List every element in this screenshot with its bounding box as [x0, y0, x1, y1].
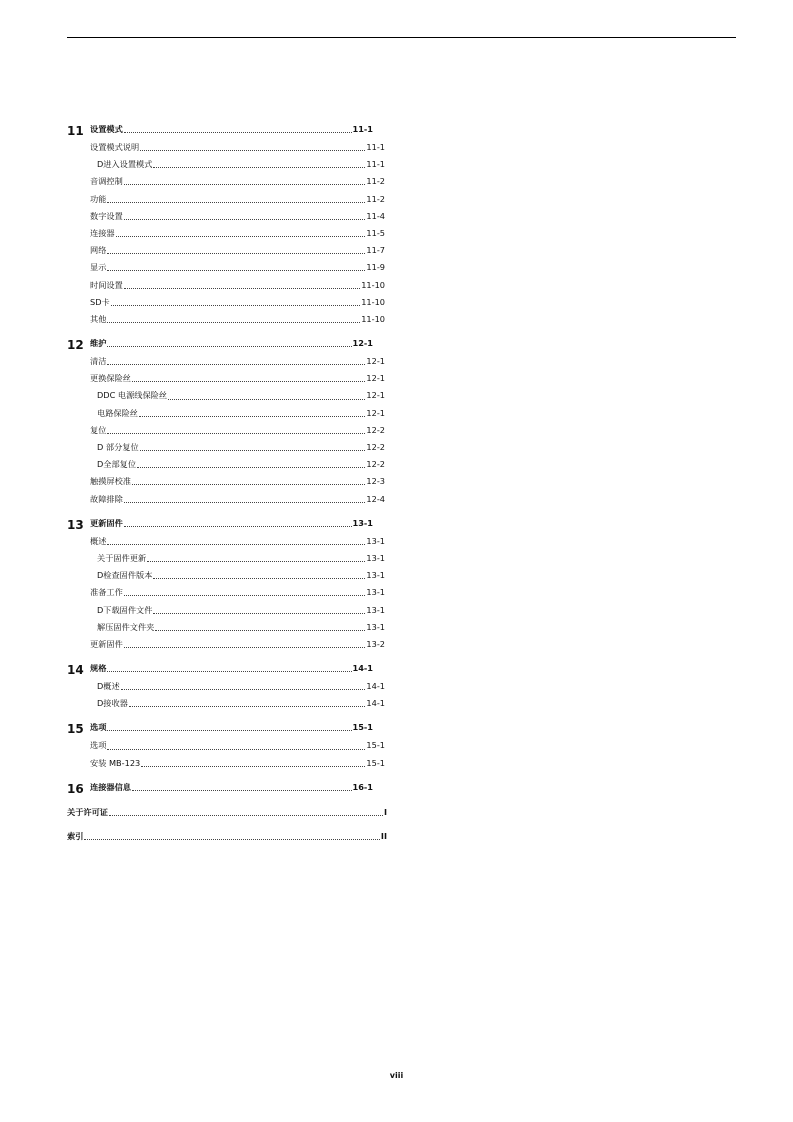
toc-entry[interactable]: [67, 473, 387, 490]
toc-entry-page: 13-1: [366, 604, 385, 615]
toc-entry[interactable]: [67, 491, 387, 508]
toc-entry-page: 14-1: [366, 681, 385, 692]
toc-entry-title: 规格: [90, 663, 107, 674]
toc-entry-title: 更换保险丝: [90, 373, 131, 384]
toc-entry[interactable]: [67, 439, 387, 456]
toc-entry-title: 数字设置: [90, 210, 123, 221]
toc-entry-page: 14-1: [366, 698, 385, 709]
toc-chapter: [67, 718, 387, 771]
toc-entry[interactable]: [67, 619, 387, 636]
dot-leader: [111, 305, 361, 306]
dot-leader: [109, 815, 383, 816]
dot-leader: [107, 730, 351, 731]
dot-leader: [147, 561, 365, 562]
toc-entry-page: 11-10: [361, 313, 385, 324]
toc-entry-title: 时间设置: [90, 279, 123, 290]
dot-leader: [124, 219, 366, 220]
dot-leader: [107, 202, 365, 203]
appendix-gap: [67, 797, 387, 804]
toc-entry-page: 13-1: [366, 535, 385, 546]
toc-entry-page: 13-1: [366, 587, 385, 598]
toc-entry-title: 安装 MB-123: [90, 757, 141, 768]
toc-entry-page: 13-1: [366, 621, 385, 632]
toc-entry[interactable]: [67, 636, 387, 653]
toc-entry[interactable]: [67, 678, 387, 695]
dot-leader: [124, 595, 366, 596]
toc-entry[interactable]: [67, 225, 387, 242]
toc-chapter-heading[interactable]: [67, 514, 387, 533]
toc-entry[interactable]: [67, 584, 387, 601]
toc-entry[interactable]: [67, 370, 387, 387]
toc-entry-title: 连接器信息: [90, 781, 131, 792]
toc-entry-page: 11-1: [352, 124, 373, 134]
dot-leader: [155, 630, 365, 631]
toc-entry-title: 关于固件更新: [97, 552, 147, 563]
toc-entry-page: 11-1: [366, 159, 385, 170]
toc-entry-title: D概述: [97, 681, 120, 692]
toc-entry-page: 12-1: [366, 373, 385, 384]
toc-entry-page: 11-2: [366, 193, 385, 204]
toc-entry[interactable]: [67, 139, 387, 156]
toc-appendix-entry[interactable]: [67, 828, 387, 845]
toc-entry[interactable]: [67, 387, 387, 404]
dot-leader: [116, 236, 366, 237]
toc-entry-page: 12-3: [366, 476, 385, 487]
toc-entry-page: 15-1: [352, 722, 373, 733]
toc-chapter: [67, 514, 387, 653]
toc-entry-title: 音调控制: [90, 176, 123, 187]
toc-entry-title: D下载固件文件: [97, 604, 153, 615]
dot-leader: [124, 502, 366, 503]
toc-entry-page: 13-2: [366, 638, 385, 649]
toc-entry-title: 设置模式说明: [90, 142, 140, 152]
toc-entry[interactable]: [67, 533, 387, 550]
toc-entry-page: 12-2: [366, 442, 385, 452]
toc-entry-title: 设置模式: [90, 124, 123, 134]
toc-entry-title: D 部分复位: [97, 442, 139, 452]
toc-entry-page: 12-1: [366, 407, 385, 418]
toc-entry-page: 11-9: [366, 262, 385, 273]
dot-leader: [153, 578, 365, 579]
toc-entry[interactable]: [67, 208, 387, 225]
dot-leader: [129, 706, 366, 707]
toc-entry-page: 11-10: [361, 296, 385, 307]
toc-entry-page: 13-1: [366, 570, 385, 581]
toc-entry-title: 连接器: [90, 227, 115, 238]
toc-entry-page: I: [383, 806, 387, 817]
chapter-number: 11: [67, 124, 84, 138]
toc-entry-title: 其他: [90, 313, 107, 324]
toc-chapter-heading[interactable]: [67, 120, 387, 139]
toc-entry-page: 11-2: [366, 176, 385, 187]
dot-leader: [137, 467, 365, 468]
dot-leader: [141, 766, 365, 767]
toc-entry-title: 准备工作: [90, 587, 123, 598]
toc-entry-page: 12-1: [366, 390, 385, 401]
toc-entry-page: 11-10: [361, 279, 385, 290]
toc-entry-page: 12-4: [366, 493, 385, 504]
chapter-number: 12: [67, 338, 84, 353]
dot-leader: [121, 689, 366, 690]
toc-entry-title: D检查固件版本: [97, 570, 153, 581]
toc-chapter: [67, 659, 387, 712]
toc-entry-title: 触摸屏校准: [90, 476, 131, 487]
dot-leader: [107, 433, 365, 434]
toc-entry[interactable]: [67, 277, 387, 294]
toc-entry-page: 11-7: [366, 245, 385, 256]
toc-entry-title: D进入设置模式: [97, 159, 153, 170]
toc-entry[interactable]: [67, 550, 387, 567]
toc-entry-title: 选项: [90, 722, 107, 733]
dot-leader: [107, 322, 360, 323]
toc-entry-title: SD卡: [90, 296, 110, 307]
toc-entry[interactable]: [67, 311, 387, 328]
page-number: viii: [389, 1071, 404, 1080]
dot-leader: [107, 671, 351, 672]
toc-entry-page: 15-1: [366, 757, 385, 768]
dot-leader: [140, 150, 365, 151]
toc-entry-title: 更新固件: [90, 638, 123, 649]
table-of-contents: [67, 120, 387, 845]
header-rule: [67, 37, 736, 38]
toc-entry-page: 12-2: [366, 424, 385, 435]
toc-entry-title: D全部复位: [97, 459, 137, 470]
toc-entry-title: 复位: [90, 424, 107, 435]
dot-leader: [132, 790, 352, 791]
toc-entry[interactable]: [67, 755, 387, 772]
toc-entry[interactable]: [67, 294, 387, 311]
toc-entry-page: 15-1: [366, 740, 385, 751]
toc-entry[interactable]: [67, 242, 387, 259]
dot-leader: [124, 132, 352, 133]
toc-entry[interactable]: [67, 405, 387, 422]
toc-entry-title: 关于许可证: [67, 806, 108, 817]
chapter-number: 14: [67, 663, 84, 678]
toc-chapter-heading[interactable]: [67, 718, 387, 737]
toc-entry-page: 13-1: [366, 552, 385, 563]
toc-entry-title: DDC 电源线保险丝: [97, 390, 168, 401]
toc-entry-page: 16-1: [352, 781, 373, 792]
toc-entry-title: 维护: [90, 338, 107, 349]
chapter-number: 15: [67, 722, 84, 737]
toc-entry-page: 11-4: [366, 210, 385, 221]
dot-leader: [124, 526, 352, 527]
toc-entry-page: II: [380, 831, 387, 841]
toc-entry-page: 13-1: [352, 517, 373, 528]
dot-leader: [168, 399, 365, 400]
toc-entry[interactable]: [67, 602, 387, 619]
toc-entry-title: 清洁: [90, 356, 107, 367]
toc-entry-page: 14-1: [352, 663, 373, 674]
dot-leader: [107, 253, 365, 254]
dot-leader: [153, 613, 365, 614]
toc-entry[interactable]: [67, 353, 387, 370]
dot-leader: [84, 839, 380, 840]
toc-entry-title: 功能: [90, 193, 107, 204]
toc-entry-page: 12-2: [366, 459, 385, 470]
dot-leader: [107, 749, 365, 750]
toc-entry[interactable]: [67, 259, 387, 276]
toc-entry-title: D接收器: [97, 698, 128, 709]
toc-chapter: [67, 120, 387, 328]
dot-leader: [124, 184, 366, 185]
dot-leader: [132, 381, 365, 382]
toc-chapter: [67, 778, 387, 797]
dot-leader: [107, 544, 365, 545]
toc-entry[interactable]: [67, 737, 387, 754]
dot-leader: [139, 416, 365, 417]
toc-entry[interactable]: [67, 191, 387, 208]
toc-entry-title: 显示: [90, 262, 107, 273]
toc-entry[interactable]: [67, 456, 387, 473]
toc-entry-title: 网络: [90, 245, 107, 256]
chapter-number: 16: [67, 781, 84, 796]
toc-entry-title: 故障排除: [90, 493, 123, 504]
dot-leader: [107, 364, 365, 365]
toc-entry[interactable]: [67, 173, 387, 190]
appendix-gap: [67, 821, 387, 828]
toc-entry-page: 12-1: [366, 356, 385, 367]
toc-chapter-heading[interactable]: [67, 334, 387, 353]
dot-leader: [132, 484, 365, 485]
toc-entry[interactable]: [67, 156, 387, 173]
toc-entry-title: 解压固件文件夹: [97, 621, 155, 632]
toc-entry-page: 11-5: [366, 227, 385, 238]
toc-chapter-heading[interactable]: [67, 659, 387, 678]
toc-appendix-entry[interactable]: [67, 804, 387, 821]
dot-leader: [153, 167, 365, 168]
toc-entry-page: 12-1: [352, 338, 373, 349]
dot-leader: [140, 450, 366, 451]
toc-entry[interactable]: [67, 422, 387, 439]
toc-chapter-heading[interactable]: [67, 778, 387, 797]
toc-entry-title: 电路保险丝: [97, 407, 138, 418]
toc-entry-title: 选项: [90, 740, 107, 751]
dot-leader: [124, 288, 360, 289]
toc-entry-page: 11-1: [366, 142, 385, 152]
toc-entry-title: 更新固件: [90, 517, 123, 528]
dot-leader: [107, 346, 351, 347]
toc-entry[interactable]: [67, 567, 387, 584]
chapter-number: 13: [67, 517, 84, 532]
dot-leader: [107, 270, 365, 271]
toc-entry[interactable]: [67, 695, 387, 712]
toc-entry-title: 概述: [90, 535, 107, 546]
toc-chapter: [67, 334, 387, 508]
toc-entry-title: 索引: [67, 831, 84, 841]
dot-leader: [124, 647, 366, 648]
